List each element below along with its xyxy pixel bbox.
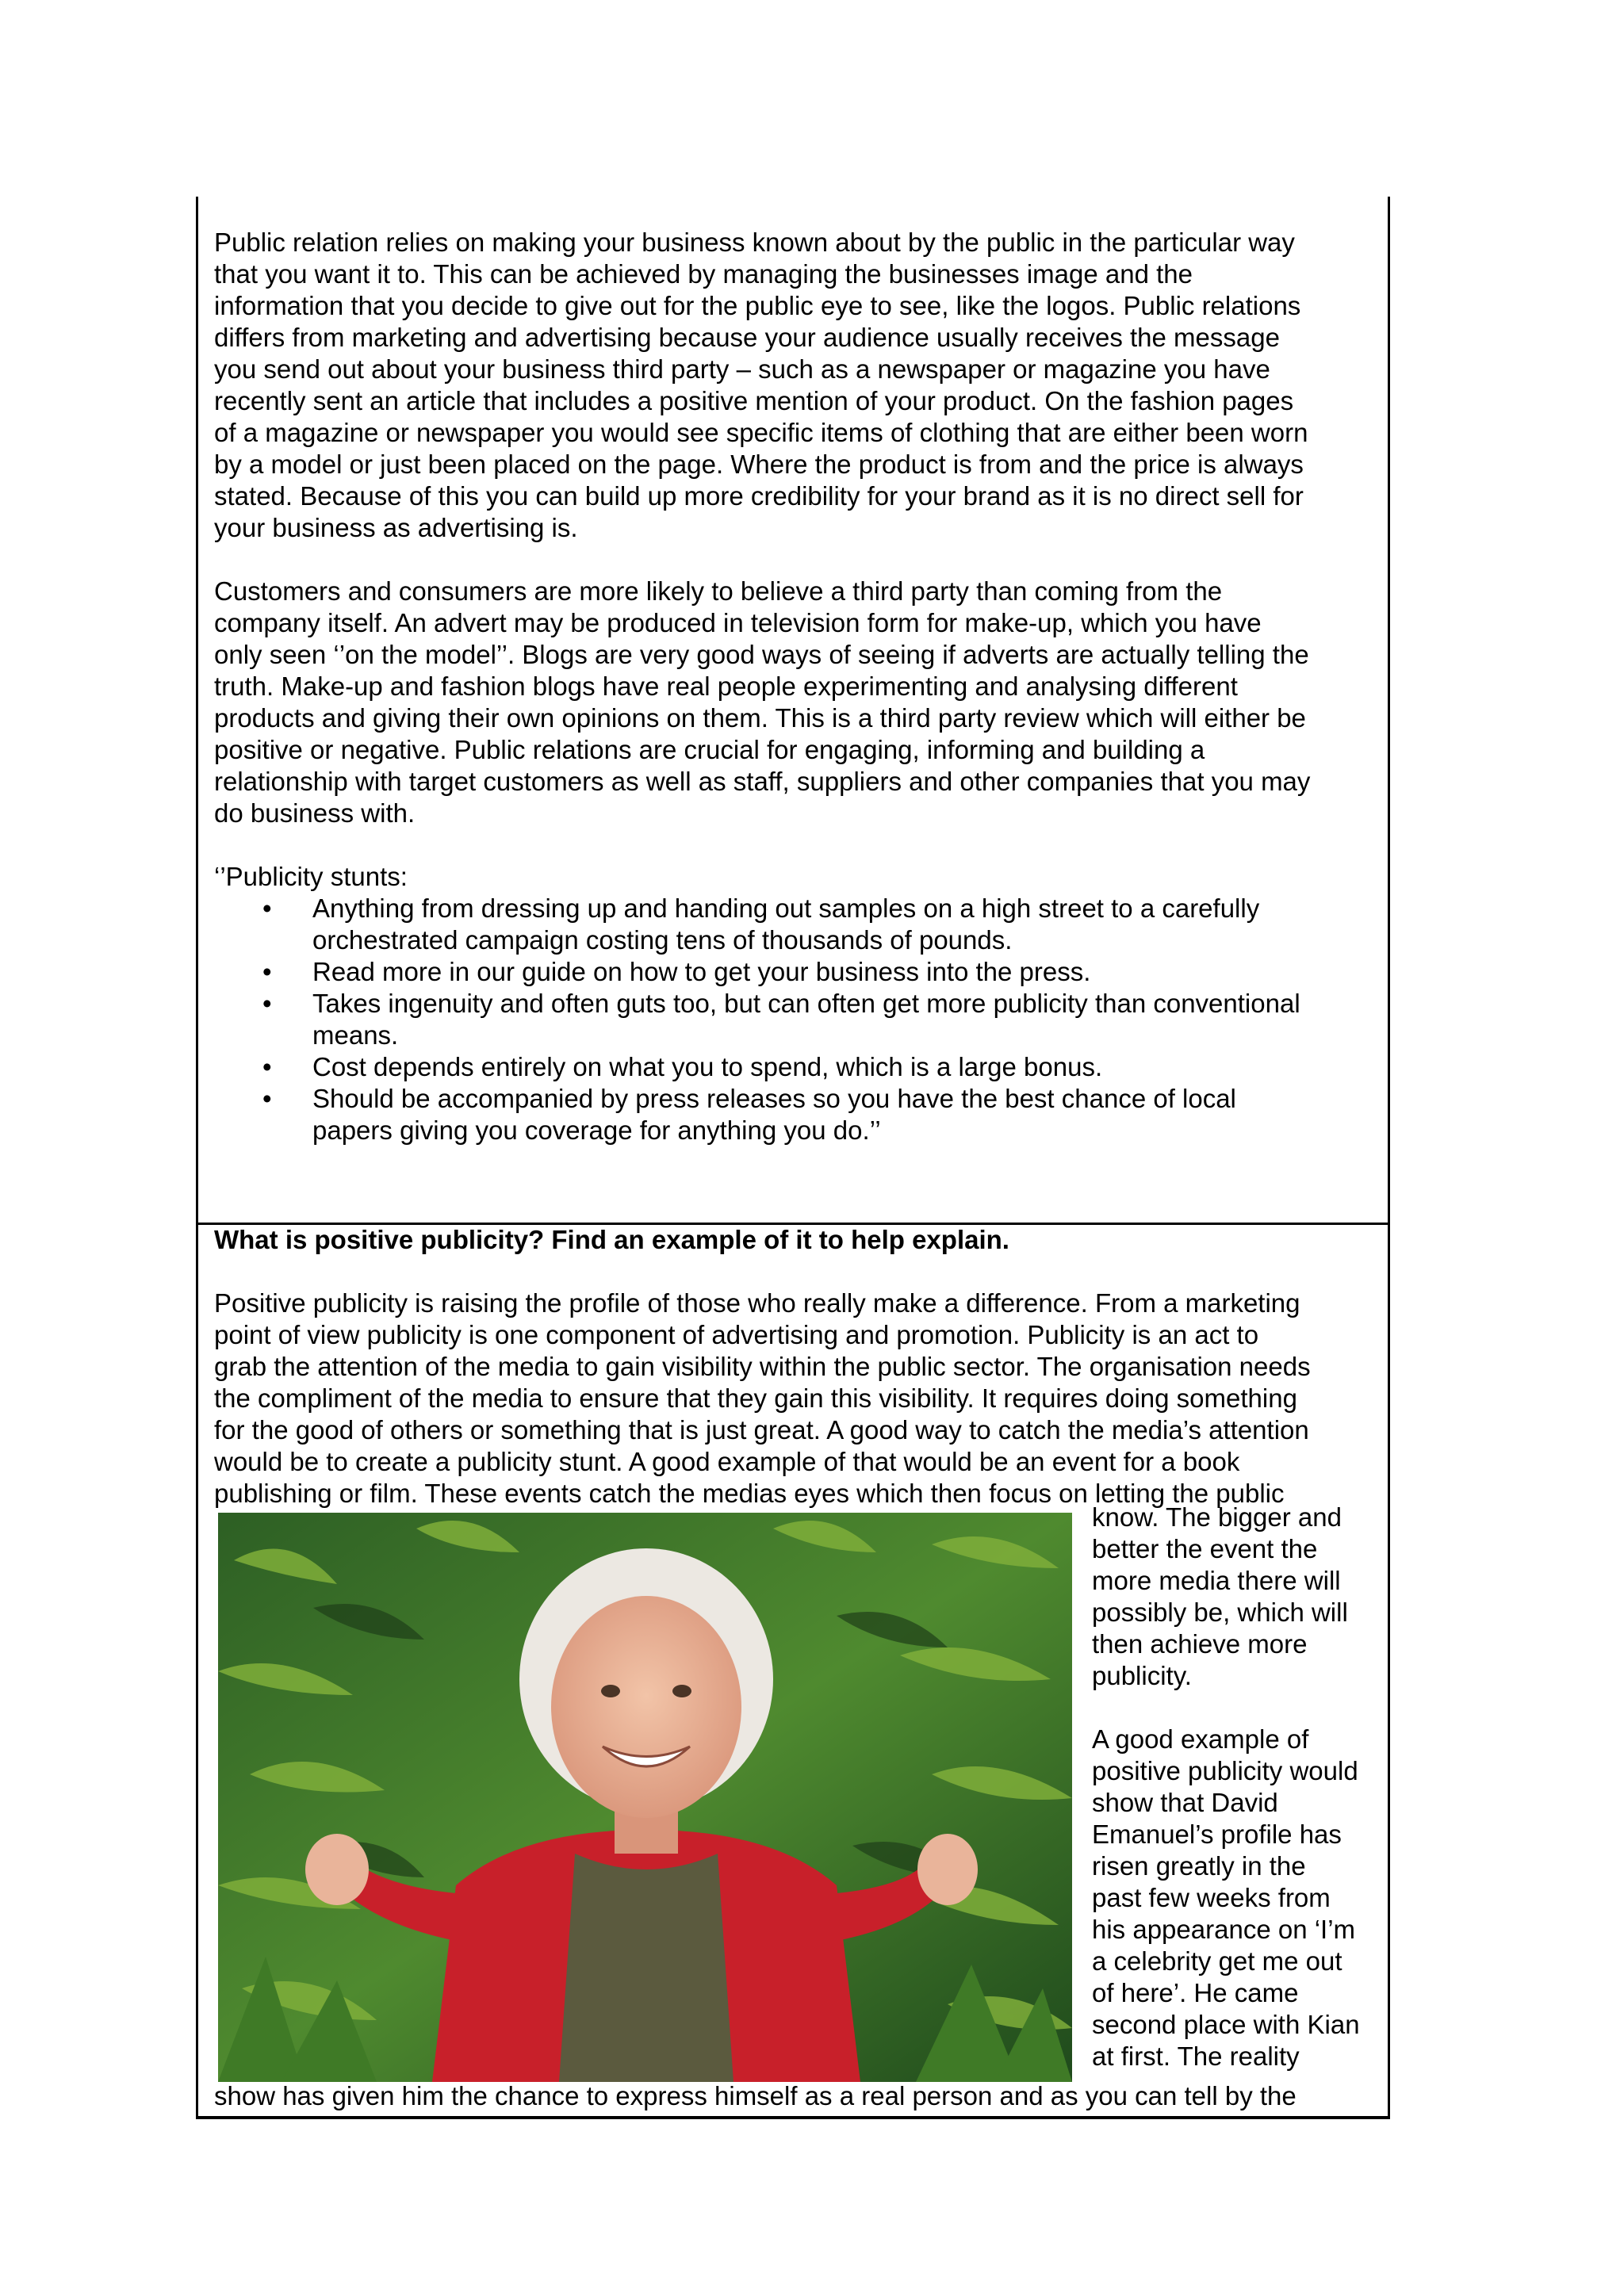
list-item bbox=[214, 1083, 1300, 1146]
text-line: you send out about your business third party – such as a newspaper or magazine you have bbox=[214, 354, 1270, 384]
text-line: would be to create a publicity stunt. A good example of that would be an event for a book bbox=[214, 1447, 1240, 1476]
text-line: company itself. An advert may be produced in television form for make-up, which you have bbox=[214, 608, 1262, 637]
text-line: grab the attention of the media to gain visibility within the public sector. The organisation needs bbox=[214, 1352, 1311, 1381]
paragraph-third-party bbox=[214, 576, 1310, 829]
text-line: of a magazine or newspaper you would see specific items of clothing that are either been worn bbox=[214, 418, 1308, 447]
bullet-icon: • bbox=[262, 1084, 272, 1113]
text-line: then achieve more bbox=[1092, 1629, 1308, 1659]
text-line: Public relation relies on making your business known about by the public in the particular way bbox=[214, 228, 1295, 257]
text-line: by a model or just been placed on the page. Where the product is from and the price is always bbox=[214, 450, 1304, 479]
text-line: positive or negative. Public relations are crucial for engaging, informing and building a bbox=[214, 735, 1205, 764]
paragraph-public-relations bbox=[214, 227, 1308, 544]
text-line: of here’. He came bbox=[1092, 1978, 1299, 2007]
text-line: Read more in our guide on how to get your business into the press. bbox=[312, 957, 1091, 986]
text-line: Customers and consumers are more likely to believe a third party than coming from the bbox=[214, 576, 1223, 606]
text-line: Should be accompanied by press releases so you have the best chance of local bbox=[312, 1084, 1236, 1113]
text-line: your business as advertising is. bbox=[214, 513, 578, 542]
text-line: products and giving their own opinions on them. This is a third party review which will either be bbox=[214, 703, 1306, 733]
publicity-stunts-heading: ‘’Publicity stunts: bbox=[214, 862, 408, 891]
publicity-stunts-list bbox=[214, 893, 1300, 1146]
text-line: better the event the bbox=[1092, 1534, 1318, 1563]
text-line: at first. The reality bbox=[1092, 2042, 1300, 2071]
text-line: relationship with target customers as well as staff, suppliers and other companies that you may bbox=[214, 767, 1311, 796]
text-line: Takes ingenuity and often guts too, but can often get more publicity than conventional bbox=[312, 989, 1300, 1018]
text-line: do business with. bbox=[214, 798, 416, 828]
text-line: means. bbox=[312, 1020, 399, 1050]
text-line: more media there will bbox=[1092, 1566, 1341, 1595]
table-cell-positive-publicity bbox=[196, 1224, 1390, 2119]
list-item bbox=[214, 988, 1300, 1051]
text-line: only seen ‘’on the model’’. Blogs are very good ways of seeing if adverts are actually telling the bbox=[214, 640, 1309, 669]
text-line: publicity. bbox=[1092, 1661, 1192, 1690]
text-line: show that David bbox=[1092, 1788, 1278, 1817]
text-line: positive publicity would bbox=[1092, 1756, 1358, 1785]
text-line: his appearance on ‘I’m bbox=[1092, 1915, 1356, 1944]
text-line: the compliment of the media to ensure that they gain this visibility. It requires doing something bbox=[214, 1383, 1297, 1413]
text-line: stated. Because of this you can build up more credibility for your brand as it is no direct sell for bbox=[214, 481, 1304, 511]
list-item bbox=[214, 893, 1300, 956]
david-emanuel-photo bbox=[218, 1513, 1072, 2082]
text-line: A good example of bbox=[1092, 1724, 1309, 1754]
paragraph-gap bbox=[1092, 1692, 1360, 1724]
text-line: risen greatly in the bbox=[1092, 1851, 1306, 1881]
text-line: Emanuel’s profile has bbox=[1092, 1820, 1342, 1849]
list-item bbox=[214, 956, 1300, 988]
text-line: know. The bigger and bbox=[1092, 1502, 1342, 1532]
text-line: orchestrated campaign costing tens of thousands of pounds. bbox=[312, 925, 1013, 955]
bullet-icon: • bbox=[262, 1052, 272, 1081]
text-line: Anything from dressing up and handing out samples on a high street to a carefully bbox=[312, 894, 1260, 923]
side-text-column bbox=[1092, 1502, 1360, 2072]
table-cell-public-relations bbox=[196, 197, 1390, 1225]
text-line: that you want it to. This can be achieved by managing the businesses image and the bbox=[214, 259, 1193, 289]
text-line: information that you decide to give out for the public eye to see, like the logos. Public relations bbox=[214, 291, 1301, 320]
question-heading: What is positive publicity? Find an example of it to help explain. bbox=[214, 1225, 1009, 1254]
bullet-icon: • bbox=[262, 894, 272, 923]
text-line: publishing or film. These events catch the medias eyes which then focus on letting the public bbox=[214, 1479, 1285, 1508]
bullet-icon: • bbox=[262, 957, 272, 986]
text-line: point of view publicity is one component of advertising and promotion. Publicity is an act to bbox=[214, 1320, 1259, 1349]
text-line: Positive publicity is raising the profile of those who really make a difference. From a marketing bbox=[214, 1288, 1300, 1318]
text-line: past few weeks from bbox=[1092, 1883, 1331, 1912]
paragraph-positive-publicity bbox=[214, 1288, 1311, 1510]
list-item bbox=[214, 1051, 1300, 1083]
text-line: for the good of others or something that is just great. A good way to catch the media’s attention bbox=[214, 1415, 1309, 1445]
text-line: papers giving you coverage for anything you do.’’ bbox=[312, 1115, 881, 1145]
bottom-text-line: show has given him the chance to express himself as a real person and as you can tell by the bbox=[214, 2081, 1297, 2110]
text-line: differs from marketing and advertising because your audience usually receives the message bbox=[214, 323, 1280, 352]
bullet-icon: • bbox=[262, 989, 272, 1018]
text-line: a celebrity get me out bbox=[1092, 1946, 1342, 1976]
text-line: recently sent an article that includes a positive mention of your product. On the fashion pages bbox=[214, 386, 1294, 415]
text-line: second place with Kian bbox=[1092, 2010, 1360, 2039]
text-line: Cost depends entirely on what you to spend, which is a large bonus. bbox=[312, 1052, 1103, 1081]
text-line: truth. Make-up and fashion blogs have real people experimenting and analysing different bbox=[214, 672, 1238, 701]
text-line: possibly be, which will bbox=[1092, 1598, 1348, 1627]
